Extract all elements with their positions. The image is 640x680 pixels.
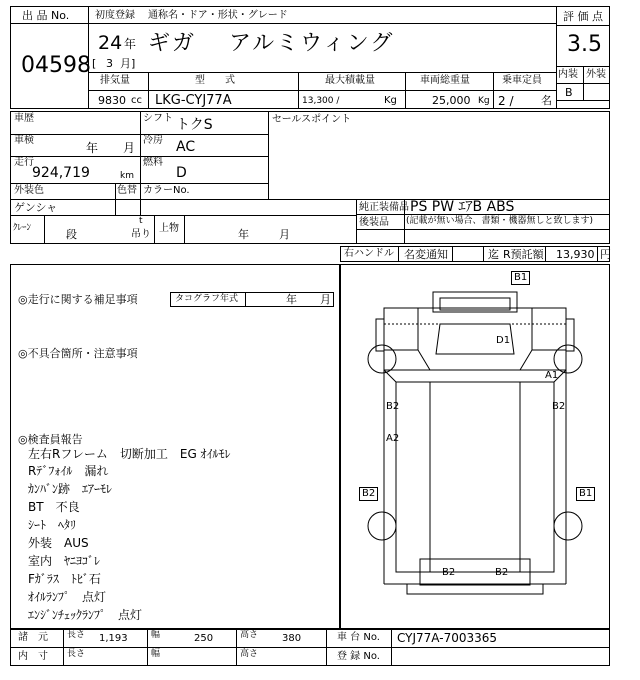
shift-label: シフト xyxy=(143,113,173,124)
exterior-color-value: ゲンシャ xyxy=(14,201,58,214)
standard-equip-value: PS PW ｴｱB ABS xyxy=(410,199,515,215)
inner-dim-label: 内 寸 xyxy=(18,651,48,662)
inspection-year: 年 xyxy=(86,141,99,155)
inspector-report-line: 室内 ﾔﾆﾖｺﾞﾚ xyxy=(28,554,101,568)
damage-mark-d1: D1 xyxy=(496,335,511,346)
model-code-value: LKG-CYJ77A xyxy=(155,93,232,108)
car-name: ギガ アルミウィング xyxy=(148,31,395,56)
running-remarks-label: ◎走行に関する補足事項 xyxy=(18,293,138,306)
inspector-report-line: ｵｲﾙﾗﾝﾌﾟ 点灯 xyxy=(28,590,107,604)
reg-month-unit: 月] xyxy=(120,57,136,70)
reg-month-open: [ xyxy=(92,57,97,70)
max-load-label: 最大積載量 xyxy=(325,75,375,86)
displacement-value: 9830 xyxy=(98,94,126,107)
exterior-color-label: 外装色 xyxy=(14,185,44,196)
lift-label: 上物 xyxy=(159,223,179,234)
selling-points-label: セールスポイント xyxy=(272,114,352,125)
ryo-label: 迄 xyxy=(488,248,499,261)
displacement-unit: cc xyxy=(131,95,142,106)
interior-label: 内装 xyxy=(558,69,578,80)
yen-label: 円 xyxy=(600,248,611,261)
gross-weight-unit: Kg xyxy=(478,96,490,106)
ac-label: 冷房 xyxy=(143,135,163,146)
chassis-label: 車 台 No. xyxy=(337,632,380,643)
reg-year: 24 xyxy=(98,32,123,54)
interior-grade: B xyxy=(565,86,573,99)
registration-label: 登 録 No. xyxy=(337,651,380,662)
mileage-value: 924,719 xyxy=(32,165,90,181)
fuel-label: 燃料 xyxy=(143,157,163,168)
steering-value: 右ハンドル xyxy=(344,248,394,259)
damage-mark-a2: A2 xyxy=(386,433,400,444)
gross-weight-value: 25,000 xyxy=(432,94,471,107)
color-change-label: 色替 xyxy=(117,185,137,196)
inspector-report-line: Fｶﾞﾗｽ ﾄﾋﾞ石 xyxy=(28,572,101,586)
exterior-label: 外装 xyxy=(586,69,606,80)
rating-value: 3.5 xyxy=(567,32,602,57)
first-reg-label: 初度登録 xyxy=(95,10,135,21)
damage-mark-b2-right: B2 xyxy=(552,401,566,412)
inspector-label: ◎検査員報告 xyxy=(18,433,83,446)
inspection-label: 車検 xyxy=(14,135,34,146)
recycle-deposit-label: R预託額 xyxy=(503,248,544,261)
model-label: 通称名・ドア・形状・グレード xyxy=(148,10,288,21)
standard-equip-label: 純正装備品 xyxy=(359,202,409,213)
height-value: 380 xyxy=(282,633,302,644)
capacity-label: 乗車定員 xyxy=(502,75,542,86)
wing-body-outline xyxy=(396,382,554,572)
chassis-value: CYJ77A-7003365 xyxy=(397,631,498,645)
mileage-unit: km xyxy=(120,171,134,181)
inspector-report-line: Rﾃﾞﾌｫｲﾙ 漏れ xyxy=(28,464,109,478)
shift-value: トクS xyxy=(176,117,213,133)
cab-outline xyxy=(384,308,566,370)
height-label: 高さ xyxy=(240,630,259,640)
recycle-deposit-value: 13,930 xyxy=(556,248,595,261)
damage-mark-a1: A1 xyxy=(545,370,559,381)
tacho-month: 月 xyxy=(320,293,331,306)
inspector-report-line: 外装 AUS xyxy=(28,536,89,550)
max-load-unit: Kg xyxy=(384,95,397,106)
tacho-year: 年 xyxy=(286,293,297,306)
damage-mark-b2-rear-left: B2 xyxy=(442,567,456,578)
gross-weight-label: 車両総重量 xyxy=(420,75,470,86)
capacity-value: 2 / xyxy=(498,94,514,108)
length-value: 1,193 xyxy=(99,633,128,644)
lot-number: 04598 xyxy=(21,53,91,78)
inspection-month: 月 xyxy=(123,141,136,155)
width-value: 250 xyxy=(194,633,214,644)
inspector-report-line: 左右Rフレーム 切断加工 EG ｵｲﾙﾓﾚ xyxy=(28,447,231,461)
name-change-label: 名変通知 xyxy=(404,248,448,261)
inspector-report-line: ｼｰﾄ ﾍﾀﾘ xyxy=(28,518,77,532)
aftermarket-label: 後装品 xyxy=(359,217,389,228)
ac-value: AC xyxy=(176,139,196,155)
crane-t: t xyxy=(139,216,143,226)
fuel-value: D xyxy=(176,165,187,181)
model-code-label: 型 式 xyxy=(195,75,235,86)
reg-month: 3 xyxy=(106,57,113,70)
mileage-label: 走行 xyxy=(14,157,34,168)
aftermarket-note: (記載が無い場合、書類・機器無しと致します) xyxy=(406,216,594,226)
crane-label: ｸﾚｰﾝ xyxy=(13,223,32,233)
damage-mark-b2-rear-right: B2 xyxy=(495,567,509,578)
lot-label: 出 品 No. xyxy=(22,9,70,22)
lift-year: 年 xyxy=(238,228,249,241)
damage-mark-b1-top: B1 xyxy=(511,271,530,285)
inner-height-label: 高さ xyxy=(240,649,259,659)
crane-stage-unit: 段 xyxy=(66,228,77,241)
displacement-label: 排気量 xyxy=(100,75,130,86)
inner-length-label: 長さ xyxy=(67,649,86,659)
capacity-unit: 名 xyxy=(541,94,552,107)
length-label: 長さ xyxy=(67,630,86,640)
damage-mark-b2-left: B2 xyxy=(386,401,400,412)
inspector-report-line: BT 不良 xyxy=(28,500,80,514)
reg-year-unit: 年 xyxy=(124,37,137,51)
damage-mark-b1-side: B1 xyxy=(576,487,595,501)
inspector-report-line: ｴﾝｼﾞﾝﾁｪｯｸﾗﾝﾌﾟ 点灯 xyxy=(28,608,143,622)
width-label: 幅 xyxy=(151,630,161,640)
tacho-label: タコグラフ年式 xyxy=(175,294,239,304)
rating-label: 評 価 点 xyxy=(563,10,603,23)
defects-label: ◎不具合箇所・注意事項 xyxy=(18,347,138,360)
max-load-value: 13,300 / xyxy=(302,96,340,106)
lift-month: 月 xyxy=(279,228,290,241)
history-label: 車歴 xyxy=(14,113,34,124)
inspector-report-line: ｶﾝﾊﾞﾝ跡 ｴｱｰﾓﾚ xyxy=(28,482,113,496)
damage-mark-b2-side: B2 xyxy=(359,487,378,501)
color-no-label: カラーNo. xyxy=(143,185,190,196)
inner-width-label: 幅 xyxy=(151,649,161,659)
specs-label: 諸 元 xyxy=(18,632,48,643)
crane-hang: 吊り xyxy=(131,229,151,240)
truck-diagram xyxy=(340,264,610,629)
